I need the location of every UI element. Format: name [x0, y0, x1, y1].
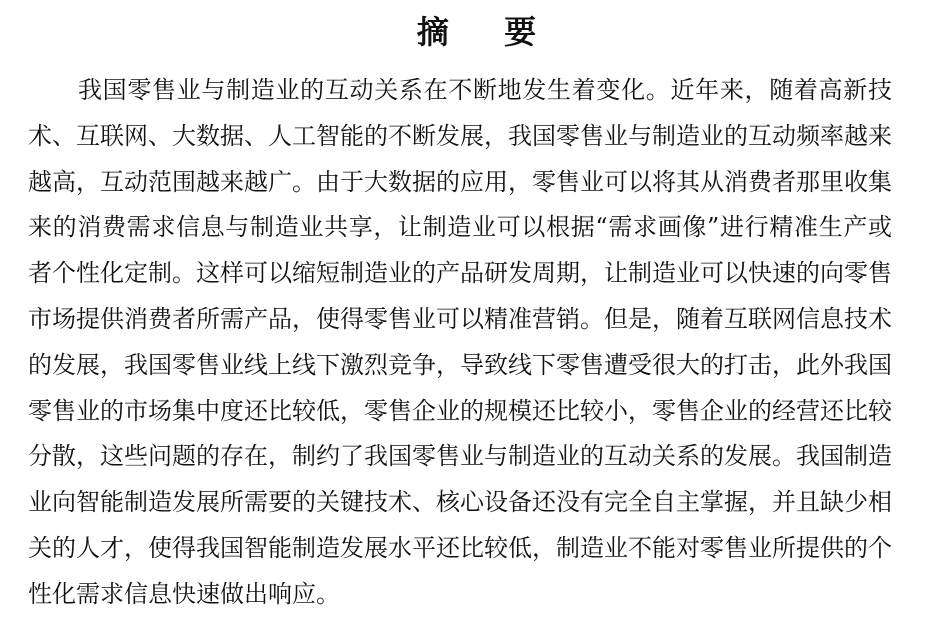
abstract-title: 摘 要 — [416, 13, 559, 51]
abstract-paragraph: 我国零售业与制造业的互动关系在不断地发生着变化。近年来，随着高新技术、互联网、大数据、人工智能的不断发展，我国零售业与制造业的互动频率越来越高，互动范围越来越广。由于大数据的应用，零售业可以将其从消费者那里收集来的消费需求信息与制造业共享，让制造业可以根据“需求画像”进行精准生产或者个性化定制。这样可以缩短制造业的产品研发周期，让制造业可以快速的向零售市场提供消费者所需产品，使得零售业可以精准营销。但是，随着互联网信息技术的发展，我国零售业线上线下激烈竞争，导致线下零售遭受很大的打击，此外我国零售业的市场集中度还比较低，零售企业的规模还比较小，零售企业的经营还比较分散，这些问题的存在，制约了我国零售业与制造业的互动关系的发展。我国制造业向智能制造发展所需要的关键技术、核心设备还没有完全自主掌握，并且缺少相关的人才，使得我国智能制造发展水平还比较低，制造业不能对零售业所提供的个性化需求信息快速做出响应。 — [28, 76, 892, 608]
